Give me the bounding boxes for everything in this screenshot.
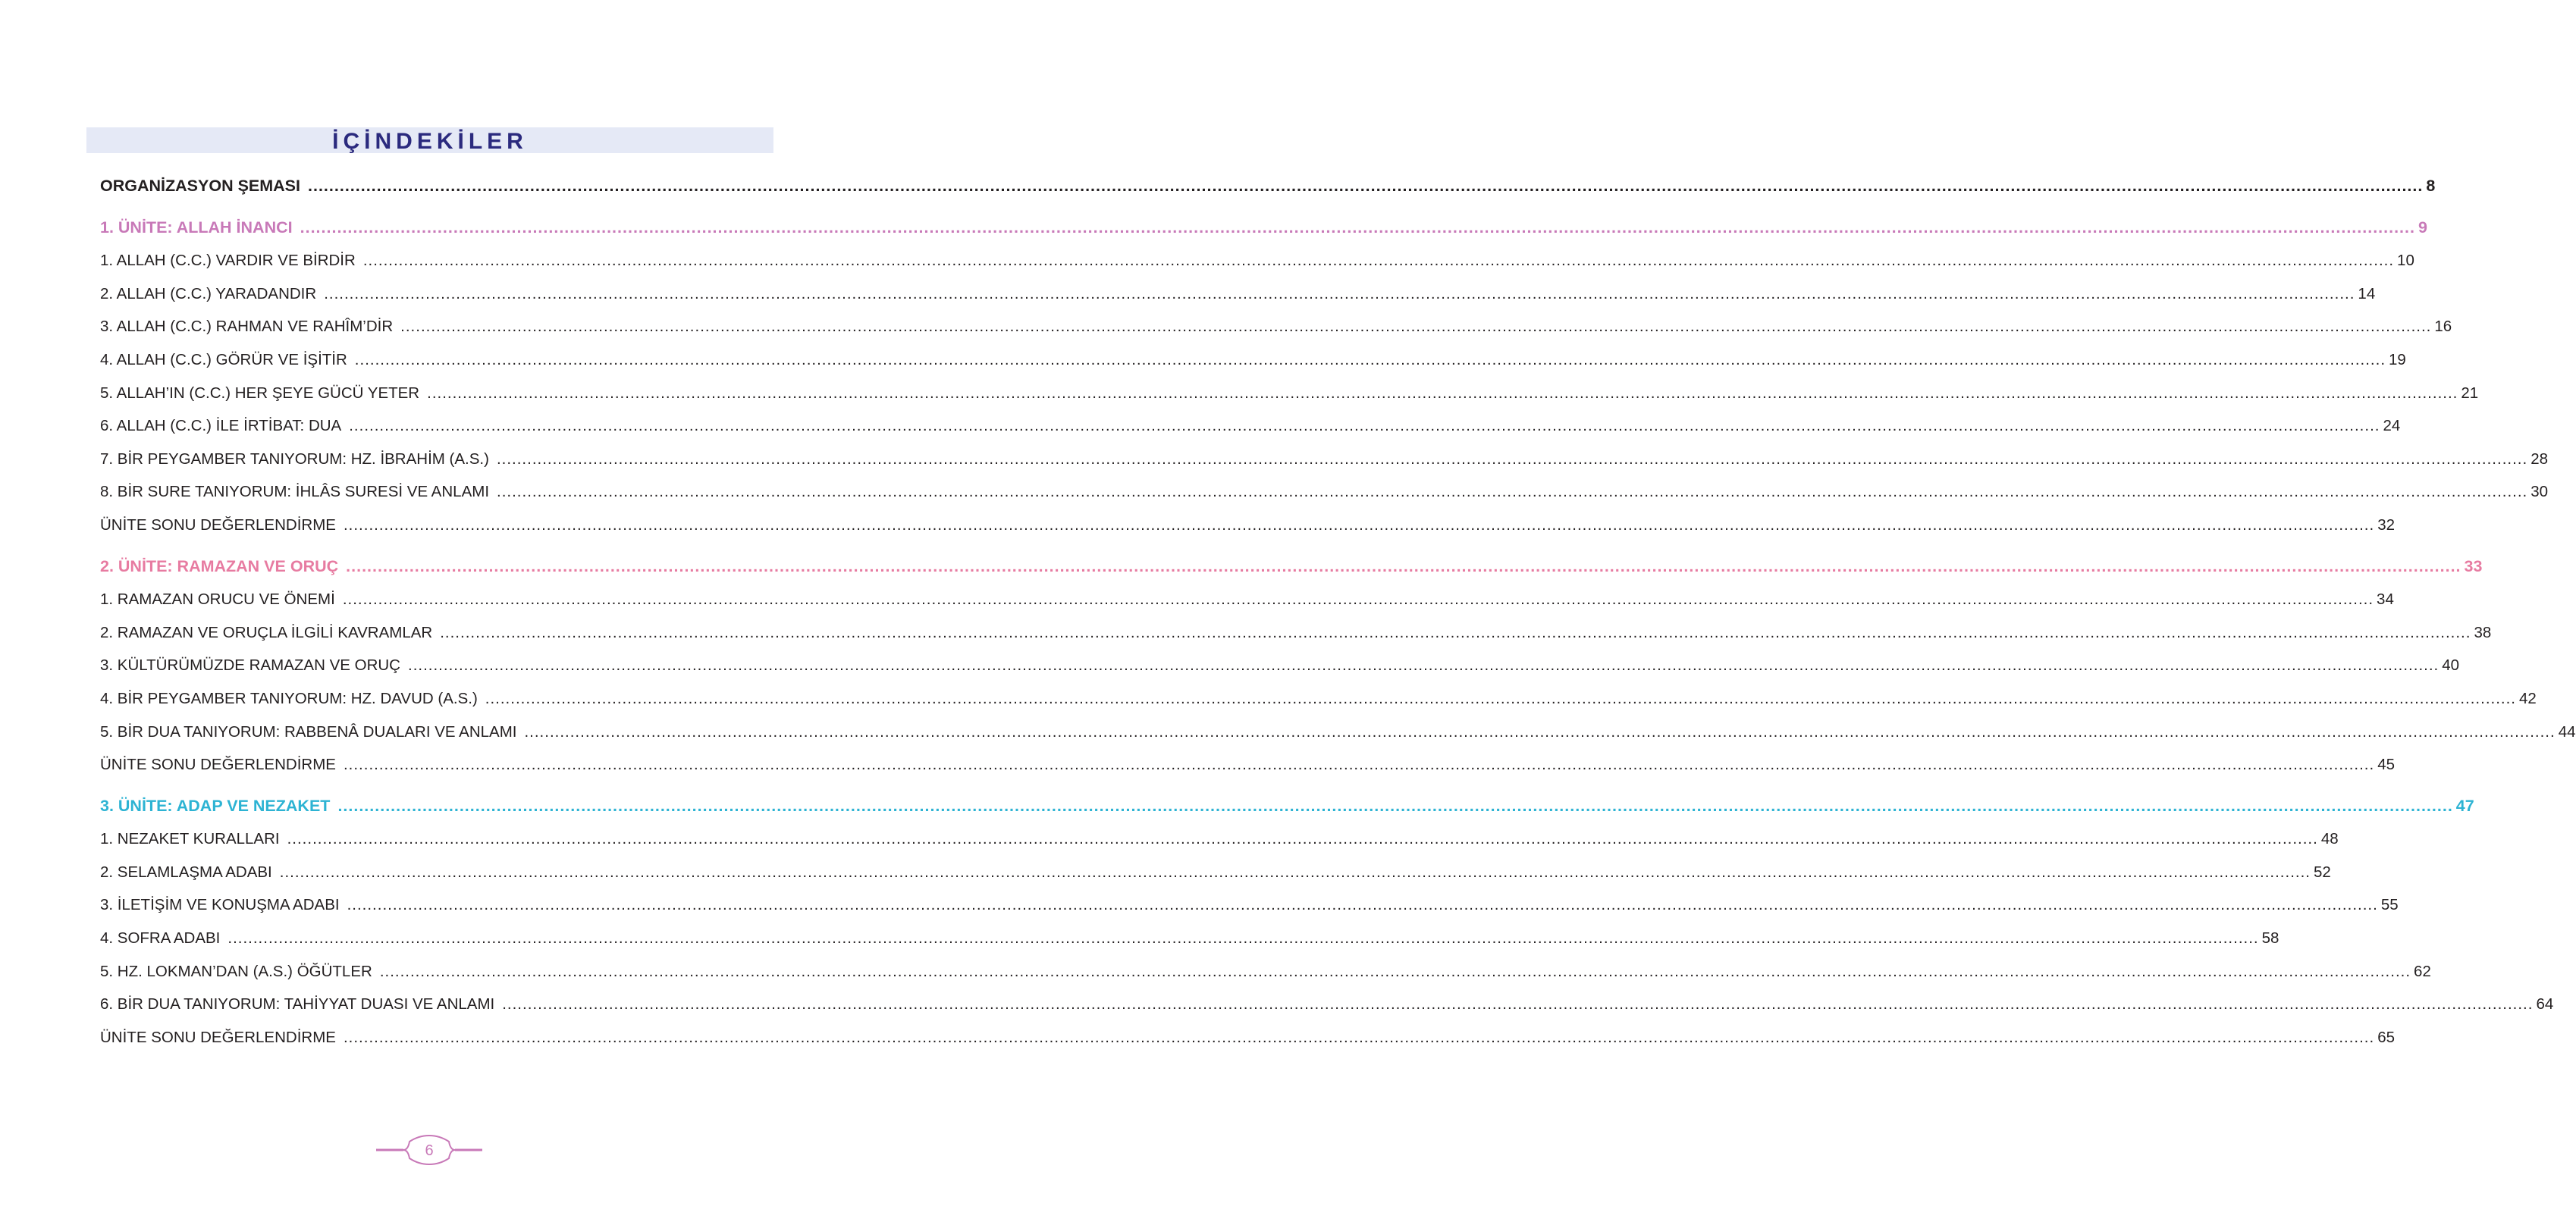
- toc-page-number: 55: [2380, 896, 2399, 914]
- toc-page-number: 32: [2377, 515, 2396, 534]
- toc-page-number: 58: [2261, 929, 2279, 948]
- toc-row-unit[interactable]: [100, 790, 2474, 823]
- toc-page-number: 21: [2461, 384, 2479, 402]
- toc-row[interactable]: [100, 443, 2548, 476]
- toc-row[interactable]: [100, 682, 2537, 716]
- unit-title: 1. ÜNİTE: ALLAH İNANCI: [100, 218, 293, 237]
- leader-dots: ................................................................................................................................................................................................................................................................................................................................................................................................................: [349, 417, 2380, 435]
- unit-page-number: 9: [2418, 218, 2427, 237]
- leader-dots: ................................................................................................................................................................................................................................................................................................................................................................................................................: [440, 623, 2471, 641]
- toc-row[interactable]: [100, 343, 2406, 377]
- toc-page-number: 8: [2426, 177, 2436, 195]
- leader-dots: ................................................................................................................................................................................................................................................................................................................................................................................................................: [300, 218, 2415, 237]
- toc-page-number: 40: [2442, 656, 2460, 675]
- toc-page-number: 16: [2434, 318, 2452, 336]
- leader-dots: ................................................................................................................................................................................................................................................................................................................................................................................................................: [308, 177, 2424, 195]
- toc-row[interactable]: [100, 509, 2396, 542]
- leader-dots: ................................................................................................................................................................................................................................................................................................................................................................................................................: [227, 929, 2259, 948]
- toc-label: 1. NEZAKET KURALLARI: [100, 830, 280, 848]
- toc-page-number: 62: [2414, 962, 2431, 980]
- unit-title: 3. ÜNİTE: ADAP VE NEZAKET: [100, 796, 331, 815]
- toc-label: ÜNİTE SONU DEĞERLENDİRME: [100, 1028, 336, 1046]
- toc-row[interactable]: [100, 409, 2401, 443]
- toc-row[interactable]: [100, 277, 2376, 311]
- toc-label: 6. ALLAH (C.C.) İLE İRTİBAT: DUA: [100, 417, 342, 435]
- leader-dots: ................................................................................................................................................................................................................................................................................................................................................................................................................: [342, 591, 2374, 609]
- unit-page-number: 33: [2464, 556, 2483, 575]
- toc-page-number: 38: [2474, 623, 2492, 641]
- leader-dots: ................................................................................................................................................................................................................................................................................................................................................................................................................: [343, 515, 2375, 534]
- toc-label: 6. BİR DUA TANIYORUM: TAHİYYAT DUASI VE ANLAMI: [100, 995, 495, 1014]
- toc-page-number: 14: [2358, 284, 2376, 302]
- page-number-ornament: [376, 1131, 482, 1169]
- leader-dots: ................................................................................................................................................................................................................................................................................................................................................................................................................: [324, 284, 2355, 302]
- leader-dots: ................................................................................................................................................................................................................................................................................................................................................................................................................: [337, 796, 2453, 815]
- toc-page-number: 24: [2383, 417, 2401, 435]
- toc-label: 8. BİR SURE TANIYORUM: İHLÂS SURESİ VE ANLAMI: [100, 483, 490, 501]
- unit-page-number: 47: [2455, 796, 2474, 815]
- toc-label: 5. HZ. LOKMAN’DAN (A.S.) ÖĞÜTLER: [100, 962, 372, 980]
- toc-row-unit[interactable]: [100, 550, 2483, 584]
- leader-dots: ................................................................................................................................................................................................................................................................................................................................................................................................................: [379, 962, 2411, 980]
- toc-label: 4. ALLAH (C.C.) GÖRÜR VE İŞİTİR: [100, 350, 347, 368]
- toc-label: 3. KÜLTÜRÜMÜZDE RAMAZAN VE ORUÇ: [100, 656, 400, 675]
- toc-row[interactable]: [100, 310, 2452, 343]
- page-number: 6: [425, 1142, 434, 1159]
- toc-label: 7. BİR PEYGAMBER TANIYORUM: HZ. İBRAHİM (A.S.): [100, 450, 489, 468]
- leader-dots: ................................................................................................................................................................................................................................................................................................................................................................................................................: [408, 656, 2440, 675]
- toc-row[interactable]: [100, 716, 2576, 749]
- leader-dots: ................................................................................................................................................................................................................................................................................................................................................................................................................: [485, 689, 2516, 707]
- toc-row[interactable]: [100, 922, 2279, 955]
- leader-dots: ................................................................................................................................................................................................................................................................................................................................................................................................................: [497, 483, 2528, 501]
- toc-label: 4. SOFRA ADABI: [100, 929, 221, 948]
- toc-page-number: 10: [2397, 252, 2414, 270]
- toc-row[interactable]: [100, 583, 2394, 616]
- toc-page-number: 45: [2377, 756, 2396, 774]
- toc-label: ÜNİTE SONU DEĞERLENDİRME: [100, 756, 336, 774]
- leader-dots: ................................................................................................................................................................................................................................................................................................................................................................................................................: [346, 556, 2461, 575]
- toc-row[interactable]: [100, 888, 2399, 922]
- toc-row[interactable]: [100, 748, 2396, 782]
- toc-page-number: 19: [2389, 350, 2406, 368]
- toc-row-unit[interactable]: [100, 211, 2427, 245]
- table-of-contents: [100, 170, 2576, 1054]
- toc-label: 2. SELAMLAŞMA ADABI: [100, 863, 272, 881]
- toc-page-number: 34: [2377, 591, 2394, 609]
- toc-label: 3. İLETİŞİM VE KONUŞMA ADABI: [100, 896, 340, 914]
- toc-row[interactable]: [100, 377, 2479, 410]
- toc-page-number: 64: [2536, 995, 2554, 1014]
- toc-page-number: 30: [2531, 483, 2549, 501]
- leader-dots: ................................................................................................................................................................................................................................................................................................................................................................................................................: [343, 756, 2375, 774]
- leader-dots: ................................................................................................................................................................................................................................................................................................................................................................................................................: [427, 384, 2458, 402]
- toc-row[interactable]: [100, 1021, 2396, 1054]
- toc-label: 2. RAMAZAN VE ORUÇLA İLGİLİ KAVRAMLAR: [100, 623, 433, 641]
- page-title: İÇİNDEKİLER: [332, 129, 528, 154]
- toc-row[interactable]: [100, 475, 2549, 509]
- toc-label: 4. BİR PEYGAMBER TANIYORUM: HZ. DAVUD (A.S.): [100, 689, 478, 707]
- toc-page-number: 42: [2519, 689, 2537, 707]
- toc-label: ORGANİZASYON ŞEMASI: [100, 177, 300, 195]
- leader-dots: ................................................................................................................................................................................................................................................................................................................................................................................................................: [347, 896, 2378, 914]
- leader-dots: ................................................................................................................................................................................................................................................................................................................................................................................................................: [496, 450, 2528, 468]
- leader-dots: ................................................................................................................................................................................................................................................................................................................................................................................................................: [279, 863, 2311, 881]
- leader-dots: ................................................................................................................................................................................................................................................................................................................................................................................................................: [354, 350, 2386, 368]
- toc-row[interactable]: [100, 822, 2339, 856]
- toc-label: 3. ALLAH (C.C.) RAHMAN VE RAHÎM’DİR: [100, 318, 394, 336]
- leader-dots: ................................................................................................................................................................................................................................................................................................................................................................................................................: [362, 252, 2395, 270]
- toc-page-number: 28: [2531, 450, 2548, 468]
- toc-page-number: 48: [2320, 830, 2339, 848]
- leader-dots: ................................................................................................................................................................................................................................................................................................................................................................................................................: [287, 830, 2318, 848]
- toc-label: ÜNİTE SONU DEĞERLENDİRME: [100, 515, 336, 534]
- toc-page-number: 44: [2558, 722, 2576, 741]
- toc-label: 1. RAMAZAN ORUCU VE ÖNEMİ: [100, 591, 335, 609]
- toc-row[interactable]: [100, 955, 2431, 988]
- toc-label: 5. BİR DUA TANIYORUM: RABBENÂ DUALARI VE ANLAMI: [100, 722, 517, 741]
- toc-row[interactable]: [100, 616, 2492, 650]
- toc-row[interactable]: [100, 988, 2554, 1021]
- leader-dots: ................................................................................................................................................................................................................................................................................................................................................................................................................: [524, 722, 2556, 741]
- toc-page-number: 52: [2313, 863, 2331, 881]
- leader-dots: ................................................................................................................................................................................................................................................................................................................................................................................................................: [400, 318, 2432, 336]
- toc-row[interactable]: [100, 649, 2460, 682]
- toc-page-number: 65: [2377, 1028, 2396, 1046]
- unit-title: 2. ÜNİTE: RAMAZAN VE ORUÇ: [100, 556, 339, 575]
- leader-dots: ................................................................................................................................................................................................................................................................................................................................................................................................................: [343, 1028, 2375, 1046]
- leader-dots: ................................................................................................................................................................................................................................................................................................................................................................................................................: [502, 995, 2534, 1014]
- toc-row[interactable]: [100, 856, 2331, 889]
- toc-label: 1. ALLAH (C.C.) VARDIR VE BİRDİR: [100, 252, 356, 270]
- toc-label: 2. ALLAH (C.C.) YARADANDIR: [100, 284, 317, 302]
- toc-row-organization[interactable]: [100, 170, 2436, 203]
- toc-row[interactable]: [100, 244, 2414, 277]
- toc-label: 5. ALLAH’IN (C.C.) HER ŞEYE GÜCÜ YETER: [100, 384, 420, 402]
